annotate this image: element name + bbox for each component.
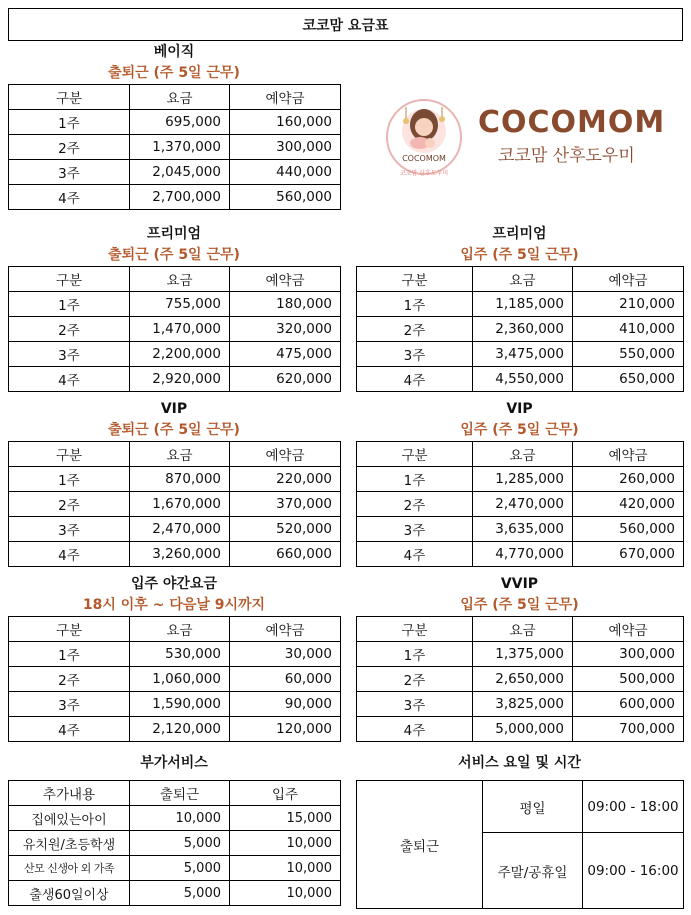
price-cell: 4,550,000 (473, 367, 573, 392)
deposit-cell: 560,000 (230, 185, 341, 210)
deposit-cell: 160,000 (230, 110, 341, 135)
table-row (9, 342, 341, 367)
week-cell: 2주 (9, 135, 130, 160)
item-cell: 산모 신생아 외 가족 (9, 856, 130, 881)
price-cell: 695,000 (130, 110, 230, 135)
commute-cell: 5,000 (130, 856, 230, 881)
deposit-cell: 700,000 (573, 717, 684, 742)
price-cell: 2,700,000 (130, 185, 230, 210)
svg-text:코코맘 산후도우미: 코코맘 산후도우미 (399, 170, 449, 177)
commute-cell: 5,000 (130, 881, 230, 906)
header-cell: 요금 (130, 85, 230, 110)
deposit-cell: 520,000 (230, 517, 341, 542)
section-title: 입주 야간요금 (130, 576, 218, 592)
table-row (9, 517, 341, 542)
price-cell: 755,000 (130, 292, 230, 317)
logo-badge-icon (386, 85, 464, 185)
header-cell: 요금 (130, 617, 230, 642)
commute-cell: 10,000 (130, 806, 230, 831)
price-cell: 2,045,000 (130, 160, 230, 185)
page-title: 코코맘 요금표 (8, 8, 683, 41)
price-table (8, 616, 341, 742)
week-cell: 4주 (357, 717, 473, 742)
price-cell: 1,060,000 (130, 667, 230, 692)
table-row (9, 317, 341, 342)
header-cell: 구분 (9, 617, 130, 642)
header-cell: 예약금 (230, 267, 341, 292)
deposit-cell: 550,000 (573, 342, 684, 367)
header-cell: 구분 (357, 617, 473, 642)
price-cell: 1,470,000 (130, 317, 230, 342)
header-cell: 구분 (9, 85, 130, 110)
table-row (9, 717, 341, 742)
deposit-cell: 300,000 (230, 135, 341, 160)
header-cell: 예약금 (573, 267, 684, 292)
deposit-cell: 300,000 (573, 642, 684, 667)
table-row (357, 667, 684, 692)
deposit-cell: 180,000 (230, 292, 341, 317)
live-cell: 15,000 (230, 806, 341, 831)
premium-commute-section (8, 224, 340, 392)
price-cell: 1,285,000 (473, 467, 573, 492)
table-row (357, 492, 684, 517)
header-cell: 예약금 (573, 617, 684, 642)
price-cell: 1,375,000 (473, 642, 573, 667)
live-cell: 10,000 (230, 856, 341, 881)
price-table (356, 266, 684, 392)
week-cell: 3주 (9, 342, 130, 367)
section-subtitle: 입주 (주 5일 근무) (460, 247, 579, 263)
table-row (357, 781, 684, 833)
week-cell: 2주 (9, 317, 130, 342)
table-row (357, 467, 684, 492)
deposit-cell: 260,000 (573, 467, 684, 492)
additional-table (8, 780, 341, 906)
week-cell: 1주 (357, 292, 473, 317)
deposit-cell: 370,000 (230, 492, 341, 517)
price-table (8, 266, 341, 392)
header-cell: 예약금 (230, 85, 341, 110)
week-cell: 3주 (9, 692, 130, 717)
table-header-row (357, 267, 684, 292)
table-header-row (357, 442, 684, 467)
premium-live-section (356, 224, 683, 392)
table-row (9, 881, 341, 906)
service-hours-table (356, 780, 684, 909)
week-cell: 1주 (9, 642, 130, 667)
price-cell: 3,635,000 (473, 517, 573, 542)
price-cell: 4,770,000 (473, 542, 573, 567)
table-row (9, 692, 341, 717)
header-cell: 요금 (473, 442, 573, 467)
section-title: 서비스 요일 및 시간 (458, 755, 581, 771)
week-cell: 2주 (9, 492, 130, 517)
price-cell: 2,360,000 (473, 317, 573, 342)
price-cell: 3,825,000 (473, 692, 573, 717)
table-row (357, 642, 684, 667)
week-cell: 2주 (357, 317, 473, 342)
deposit-cell: 60,000 (230, 667, 341, 692)
section-subtitle: 출퇴근 (주 5일 근무) (108, 65, 240, 81)
night-section (8, 574, 340, 742)
price-cell: 2,120,000 (130, 717, 230, 742)
price-cell: 870,000 (130, 467, 230, 492)
week-cell: 1주 (357, 467, 473, 492)
table-header-row (9, 617, 341, 642)
deposit-cell: 475,000 (230, 342, 341, 367)
table-row (9, 542, 341, 567)
price-table (8, 441, 341, 567)
week-cell: 3주 (357, 342, 473, 367)
table-row (9, 831, 341, 856)
deposit-cell: 600,000 (573, 692, 684, 717)
week-cell: 4주 (9, 367, 130, 392)
table-row (9, 135, 341, 160)
section-title: VVIP (500, 576, 539, 592)
header-cell: 추가내용 (9, 781, 130, 806)
price-cell: 530,000 (130, 642, 230, 667)
table-row (9, 492, 341, 517)
header-cell: 입주 (230, 781, 341, 806)
deposit-cell: 500,000 (573, 667, 684, 692)
section-subtitle: 18시 이후 ~ 다음날 9시까지 (82, 597, 266, 613)
header-cell: 예약금 (230, 442, 341, 467)
section-subtitle: 입주 (주 5일 근무) (460, 597, 579, 613)
table-header-row (9, 781, 341, 806)
week-cell: 1주 (9, 110, 130, 135)
vip-live-section (356, 399, 683, 567)
week-cell: 2주 (357, 667, 473, 692)
item-cell: 출생60일이상 (9, 881, 130, 906)
header-cell: 구분 (357, 442, 473, 467)
header-cell: 요금 (473, 617, 573, 642)
week-cell: 1주 (9, 292, 130, 317)
header-cell: 구분 (9, 267, 130, 292)
logo-subtitle: 코코맘 산후도우미 (498, 146, 635, 166)
table-row (9, 160, 341, 185)
header-cell: 요금 (473, 267, 573, 292)
additional-services-section (8, 753, 340, 906)
week-cell: 2주 (9, 667, 130, 692)
deposit-cell: 660,000 (230, 542, 341, 567)
table-row (9, 667, 341, 692)
deposit-cell: 30,000 (230, 642, 341, 667)
header-cell: 예약금 (573, 442, 684, 467)
table-row (9, 856, 341, 881)
price-cell: 1,670,000 (130, 492, 230, 517)
week-cell: 4주 (9, 185, 130, 210)
week-cell: 4주 (357, 542, 473, 567)
deposit-cell: 120,000 (230, 717, 341, 742)
table-row (9, 185, 341, 210)
table-row (357, 317, 684, 342)
table-header-row (357, 617, 684, 642)
price-cell: 2,470,000 (130, 517, 230, 542)
week-cell: 2주 (357, 492, 473, 517)
header-cell: 예약금 (230, 617, 341, 642)
table-row (9, 367, 341, 392)
section-title: VIP (160, 401, 188, 417)
weekend-label: 주말/공휴일 (483, 833, 583, 909)
section-subtitle: 입주 (주 5일 근무) (460, 422, 579, 438)
deposit-cell: 560,000 (573, 517, 684, 542)
header-cell: 구분 (357, 267, 473, 292)
table-row (9, 642, 341, 667)
price-cell: 2,920,000 (130, 367, 230, 392)
table-row (357, 342, 684, 367)
cocomom-logo (386, 85, 676, 185)
service-hours-section (356, 753, 683, 909)
price-table (356, 441, 684, 567)
section-title: VIP (506, 401, 533, 417)
vvip-section (356, 574, 683, 742)
price-table (8, 84, 341, 210)
week-cell: 3주 (9, 160, 130, 185)
section-subtitle: 출퇴근 (주 5일 근무) (108, 422, 240, 438)
week-cell: 3주 (357, 692, 473, 717)
week-cell: 4주 (357, 367, 473, 392)
deposit-cell: 210,000 (573, 292, 684, 317)
deposit-cell: 220,000 (230, 467, 341, 492)
price-cell: 5,000,000 (473, 717, 573, 742)
table-row (357, 367, 684, 392)
price-cell: 1,185,000 (473, 292, 573, 317)
vip-commute-section (8, 399, 340, 567)
deposit-cell: 410,000 (573, 317, 684, 342)
commute-cell: 5,000 (130, 831, 230, 856)
table-header-row (9, 85, 341, 110)
price-cell: 1,590,000 (130, 692, 230, 717)
week-cell: 4주 (9, 542, 130, 567)
item-cell: 집에있는아이 (9, 806, 130, 831)
basic-section (8, 42, 340, 210)
table-row (357, 717, 684, 742)
week-cell: 3주 (357, 517, 473, 542)
section-title: 프리미엄 (492, 226, 547, 242)
week-cell: 1주 (357, 642, 473, 667)
weekend-time: 09:00 - 16:00 (583, 833, 684, 909)
header-cell: 요금 (130, 442, 230, 467)
section-title: 프리미엄 (146, 226, 202, 242)
section-title: 부가서비스 (140, 755, 208, 771)
price-cell: 2,470,000 (473, 492, 573, 517)
header-cell: 출퇴근 (130, 781, 230, 806)
header-cell: 구분 (9, 442, 130, 467)
svg-text:COCOMOM: COCOMOM (402, 154, 446, 163)
table-header-row (9, 267, 341, 292)
table-row (9, 110, 341, 135)
table-row (9, 806, 341, 831)
live-cell: 10,000 (230, 881, 341, 906)
week-cell: 4주 (9, 717, 130, 742)
week-cell: 3주 (9, 517, 130, 542)
deposit-cell: 90,000 (230, 692, 341, 717)
header-cell: 요금 (130, 267, 230, 292)
table-row (357, 517, 684, 542)
deposit-cell: 670,000 (573, 542, 684, 567)
deposit-cell: 440,000 (230, 160, 341, 185)
table-row (357, 292, 684, 317)
deposit-cell: 320,000 (230, 317, 341, 342)
table-row (357, 542, 684, 567)
section-title: 베이직 (153, 44, 195, 60)
price-cell: 3,260,000 (130, 542, 230, 567)
table-row (9, 467, 341, 492)
live-cell: 10,000 (230, 831, 341, 856)
logo-name: COCOMOM (478, 105, 666, 140)
price-cell: 3,475,000 (473, 342, 573, 367)
deposit-cell: 620,000 (230, 367, 341, 392)
weekday-time: 09:00 - 18:00 (583, 781, 684, 833)
item-cell: 유치원/초등학생 (9, 831, 130, 856)
deposit-cell: 650,000 (573, 367, 684, 392)
table-header-row (9, 442, 341, 467)
table-row (357, 692, 684, 717)
table-row (9, 292, 341, 317)
week-cell: 1주 (9, 467, 130, 492)
weekday-label: 평일 (483, 781, 583, 833)
price-cell: 2,650,000 (473, 667, 573, 692)
type-cell: 출퇴근 (357, 781, 483, 909)
section-subtitle: 출퇴근 (주 5일 근무) (108, 247, 240, 263)
price-cell: 1,370,000 (130, 135, 230, 160)
price-table (356, 616, 684, 742)
deposit-cell: 420,000 (573, 492, 684, 517)
price-cell: 2,200,000 (130, 342, 230, 367)
